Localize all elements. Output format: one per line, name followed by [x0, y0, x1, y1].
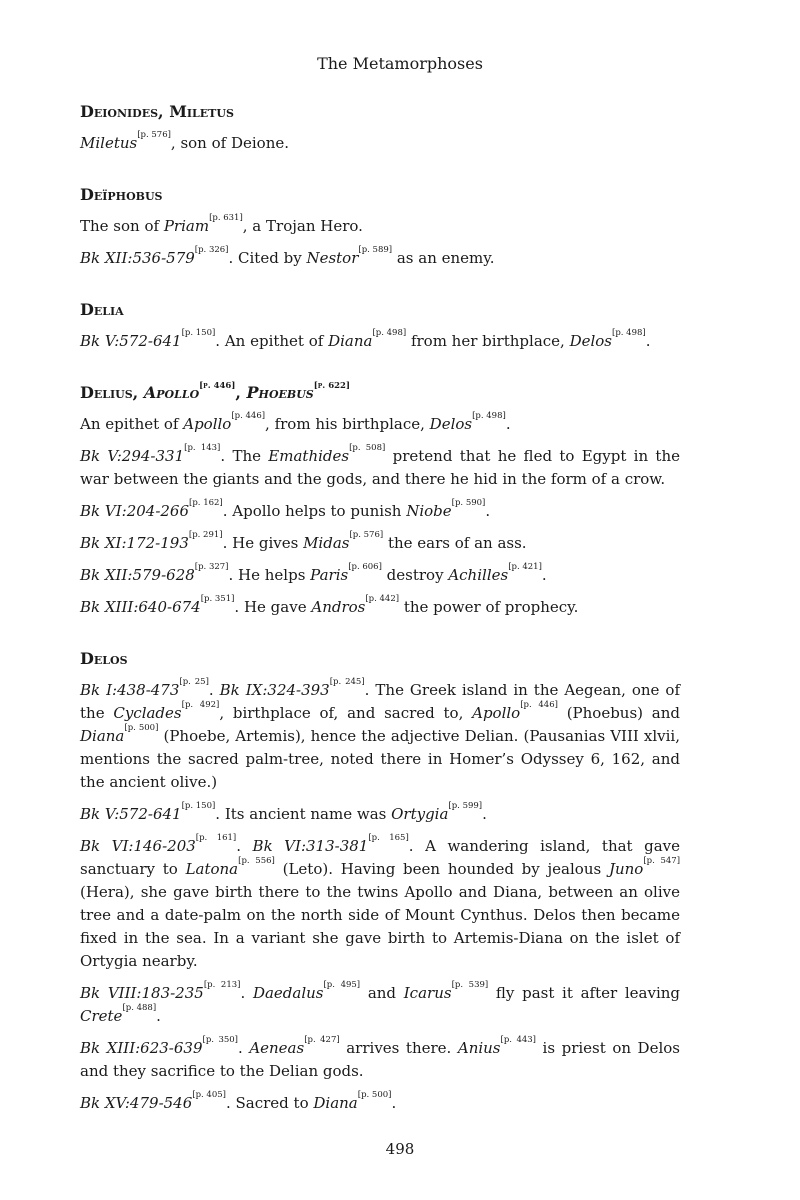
- cross-reference-link[interactable]: Bk IX:324-393: [219, 681, 330, 699]
- text-run: Delius,: [80, 383, 144, 402]
- cross-reference-link[interactable]: Anius: [457, 1039, 501, 1057]
- text-run: ,: [235, 383, 247, 402]
- page-reference[interactable]: [p. 498]: [612, 328, 646, 338]
- text-run: .: [391, 1094, 397, 1112]
- text-run: .: [505, 415, 511, 433]
- cross-reference-link[interactable]: Aeneas: [249, 1039, 305, 1057]
- text-run: .: [485, 502, 491, 520]
- page-reference[interactable]: [p. 547]: [643, 856, 681, 866]
- entry-paragraph: [80, 1092, 680, 1115]
- cross-reference-link[interactable]: Apollo: [143, 383, 200, 402]
- page-reference[interactable]: [p. 446]: [231, 411, 266, 421]
- cross-reference-link[interactable]: Cyclades: [113, 704, 182, 722]
- cross-reference-link[interactable]: Bk XV:479-546: [80, 1094, 193, 1112]
- page-reference[interactable]: [p. 443]: [500, 1035, 536, 1045]
- cross-reference-link[interactable]: Niobe: [406, 502, 452, 520]
- cross-reference-link[interactable]: Bk I:438-473: [80, 681, 180, 699]
- cross-reference-link[interactable]: Diana: [328, 332, 373, 350]
- text-run: fly past it after leaving: [488, 984, 681, 1002]
- text-run: as an enemy.: [392, 249, 495, 267]
- page-reference[interactable]: [p. 446]: [199, 381, 236, 391]
- entry-paragraph: [80, 132, 680, 155]
- text-run: and: [360, 984, 404, 1002]
- glossary-entry: [80, 185, 680, 270]
- cross-reference-link[interactable]: Bk XI:172-193: [80, 534, 189, 552]
- entry-paragraph: [80, 330, 680, 353]
- text-run: An epithet of: [80, 415, 184, 433]
- cross-reference-link[interactable]: Juno: [608, 860, 644, 878]
- text-run: . The: [220, 447, 269, 465]
- text-run: is priest on Delos and they sacrifice to the Delian gods.: [80, 1039, 680, 1080]
- cross-reference-link[interactable]: Bk VIII:183-235: [80, 984, 204, 1002]
- text-run: (Hera), she gave birth there to the twins Apollo and Diana, between an olive tree and a date-palm on the north side of Mount Cynthus. Delos then became fixed in the sea. In a variant she gave birth to Artemis-Diana on the islet of Ortygia nearby.: [80, 883, 680, 970]
- text-run: from her birthplace,: [406, 332, 570, 350]
- glossary-entry: [80, 300, 680, 353]
- entry-paragraph: [80, 413, 680, 436]
- cross-reference-link[interactable]: Bk V:294-331: [80, 447, 185, 465]
- cross-reference-link[interactable]: Bk XII:579-628: [80, 566, 195, 584]
- page-reference[interactable]: [p. 576]: [349, 530, 384, 540]
- glossary-entries: [80, 102, 680, 1145]
- page-reference[interactable]: [p. 150]: [181, 801, 216, 811]
- page-reference[interactable]: [p. 599]: [448, 801, 483, 811]
- cross-reference-link[interactable]: Apollo: [183, 415, 232, 433]
- text-run: .: [236, 837, 253, 855]
- page-reference[interactable]: [p. 488]: [122, 1003, 157, 1013]
- glossary-entry: [80, 383, 680, 619]
- entry-paragraph: [80, 679, 680, 794]
- page-reference[interactable]: [p. 589]: [358, 245, 393, 255]
- page-reference[interactable]: [p. 291]: [188, 530, 223, 540]
- text-run: . A wandering island, that gave sanctuary to: [80, 837, 680, 878]
- text-run: , son of Deione.: [170, 134, 290, 152]
- cross-reference-link[interactable]: Achilles: [448, 566, 509, 584]
- glossary-entry: [80, 102, 680, 155]
- page-reference[interactable]: [p. 245]: [329, 677, 365, 687]
- text-run: destroy: [381, 566, 449, 584]
- cross-reference-link[interactable]: Bk VI:204-266: [80, 502, 190, 520]
- page-number: 498: [385, 1140, 415, 1158]
- page-reference[interactable]: [p. 427]: [304, 1035, 340, 1045]
- cross-reference-link[interactable]: Bk XIII:640-674: [80, 598, 201, 616]
- text-run: Delia: [80, 300, 124, 319]
- entry-title: [80, 300, 680, 320]
- cross-reference-link[interactable]: Delos: [569, 332, 613, 350]
- page-reference[interactable]: [p. 165]: [368, 833, 409, 843]
- entry-paragraph: [80, 532, 680, 555]
- page-reference[interactable]: [p. 492]: [181, 700, 220, 710]
- page-reference[interactable]: [p. 500]: [124, 723, 159, 733]
- text-run: .: [645, 332, 651, 350]
- page-reference[interactable]: [p. 442]: [365, 594, 400, 604]
- entry-paragraph: [80, 835, 680, 973]
- cross-reference-link[interactable]: Daedalus: [252, 984, 324, 1002]
- cross-reference-link[interactable]: Nestor: [306, 249, 359, 267]
- page-reference[interactable]: [p. 622]: [313, 381, 350, 391]
- cross-reference-link[interactable]: Bk VI:146-203: [80, 837, 196, 855]
- text-run: .: [240, 984, 253, 1002]
- page-reference[interactable]: [p. 495]: [323, 980, 361, 990]
- cross-reference-link[interactable]: Icarus: [403, 984, 452, 1002]
- text-run: .: [237, 1039, 250, 1057]
- entry-paragraph: [80, 500, 680, 523]
- cross-reference-link[interactable]: Ortygia: [391, 805, 449, 823]
- cross-reference-link[interactable]: Diana: [80, 727, 125, 745]
- text-run: .: [541, 566, 547, 584]
- page-reference[interactable]: [p. 350]: [202, 1035, 238, 1045]
- page-reference[interactable]: [p. 498]: [472, 411, 506, 421]
- page-reference[interactable]: [p. 213]: [203, 980, 241, 990]
- text-run: . Sacred to: [225, 1094, 314, 1112]
- cross-reference-link[interactable]: Phoebus: [246, 383, 314, 402]
- entry-title: [80, 649, 680, 669]
- text-run: the power of prophecy.: [399, 598, 579, 616]
- text-run: pretend that he fled to Egypt in the war between the giants and the gods, and there he hid in the form of a crow.: [80, 447, 680, 488]
- page-reference[interactable]: [p. 556]: [238, 856, 275, 866]
- page-reference[interactable]: [p. 161]: [195, 833, 237, 843]
- entry-paragraph: [80, 596, 680, 619]
- page-reference[interactable]: [p. 351]: [200, 594, 235, 604]
- cross-reference-link[interactable]: Apollo: [472, 704, 521, 722]
- text-run: Deïphobus: [80, 185, 163, 204]
- page-reference[interactable]: [p. 500]: [357, 1090, 392, 1100]
- page-reference[interactable]: [p. 405]: [192, 1090, 226, 1100]
- entry-paragraph: [80, 564, 680, 587]
- text-run: (Phoebe, Artemis), hence the adjective Delian. (Pausanias VIII xlvii, mentions the sacred palm-tree, noted there in Homer’s Odyssey 6, 162, and the ancient olive.): [80, 727, 680, 791]
- text-run: (Leto). Having been hounded by jealous: [274, 860, 609, 878]
- text-run: . An epithet of: [215, 332, 329, 350]
- page-reference[interactable]: [p. 606]: [348, 562, 382, 572]
- text-run: . He gives: [222, 534, 304, 552]
- text-run: .: [156, 1007, 161, 1025]
- page-reference[interactable]: [p. 327]: [194, 562, 229, 572]
- text-run: .: [482, 805, 487, 823]
- page-reference[interactable]: [p. 508]: [349, 443, 386, 453]
- page-reference[interactable]: [p. 590]: [451, 498, 486, 508]
- cross-reference-link[interactable]: Bk VI:313-381: [252, 837, 369, 855]
- page-reference[interactable]: [p. 150]: [181, 328, 216, 338]
- text-run: . He helps: [228, 566, 311, 584]
- cross-reference-link[interactable]: Bk XIII:623-639: [80, 1039, 203, 1057]
- text-run: arrives there.: [339, 1039, 458, 1057]
- text-run: . Its ancient name was: [215, 805, 392, 823]
- page-reference[interactable]: [p. 576]: [137, 130, 171, 140]
- page-reference[interactable]: [p. 143]: [184, 443, 221, 453]
- entry-title: [80, 185, 680, 205]
- page-reference[interactable]: [p. 421]: [508, 562, 542, 572]
- page-reference[interactable]: [p. 446]: [520, 700, 558, 710]
- cross-reference-link[interactable]: Latona: [185, 860, 239, 878]
- text-run: .: [208, 681, 220, 699]
- cross-reference-link[interactable]: Emathides: [268, 447, 350, 465]
- page-reference[interactable]: [p. 539]: [451, 980, 489, 990]
- entry-paragraph: [80, 803, 680, 826]
- text-run: The son of: [80, 217, 164, 235]
- cross-reference-link[interactable]: Midas: [303, 534, 350, 552]
- running-header: The Metamorphoses: [317, 54, 483, 73]
- text-run: . He gave: [234, 598, 312, 616]
- entry-paragraph: [80, 982, 680, 1028]
- text-run: Deionides, Miletus: [80, 102, 234, 121]
- text-run: . Apollo helps to punish: [222, 502, 407, 520]
- cross-reference-link[interactable]: Bk XII:536-579: [80, 249, 195, 267]
- glossary-entry: [80, 649, 680, 1115]
- text-run: the ears of an ass.: [383, 534, 527, 552]
- text-run: . Cited by: [228, 249, 307, 267]
- entry-paragraph: [80, 215, 680, 238]
- page-reference[interactable]: [p. 162]: [189, 498, 223, 508]
- text-run: . The Greek island in the Aegean, one of the: [80, 681, 680, 722]
- text-run: , from his birthplace,: [265, 415, 430, 433]
- entry-paragraph: [80, 247, 680, 270]
- page-reference[interactable]: [p. 631]: [209, 213, 243, 223]
- text-run: , a Trojan Hero.: [242, 217, 363, 235]
- cross-reference-link[interactable]: Bk V:572-641: [80, 332, 182, 350]
- page-reference[interactable]: [p. 25]: [179, 677, 209, 687]
- cross-reference-link[interactable]: Bk V:572-641: [80, 805, 182, 823]
- text-run: , birthplace of, and sacred to,: [219, 704, 473, 722]
- page-reference[interactable]: [p. 498]: [372, 328, 407, 338]
- cross-reference-link[interactable]: Delos: [429, 415, 473, 433]
- text-run: (Phoebus) and: [557, 704, 680, 722]
- entry-paragraph: [80, 1037, 680, 1083]
- cross-reference-link[interactable]: Paris: [310, 566, 349, 584]
- page-reference[interactable]: [p. 326]: [194, 245, 229, 255]
- cross-reference-link[interactable]: Crete: [80, 1007, 123, 1025]
- entry-title: [80, 383, 680, 403]
- cross-reference-link[interactable]: Miletus: [80, 134, 138, 152]
- cross-reference-link[interactable]: Diana: [313, 1094, 358, 1112]
- cross-reference-link[interactable]: Priam: [163, 217, 210, 235]
- text-run: Delos: [80, 649, 128, 668]
- entry-title: [80, 102, 680, 122]
- cross-reference-link[interactable]: Andros: [311, 598, 366, 616]
- entry-paragraph: [80, 445, 680, 491]
